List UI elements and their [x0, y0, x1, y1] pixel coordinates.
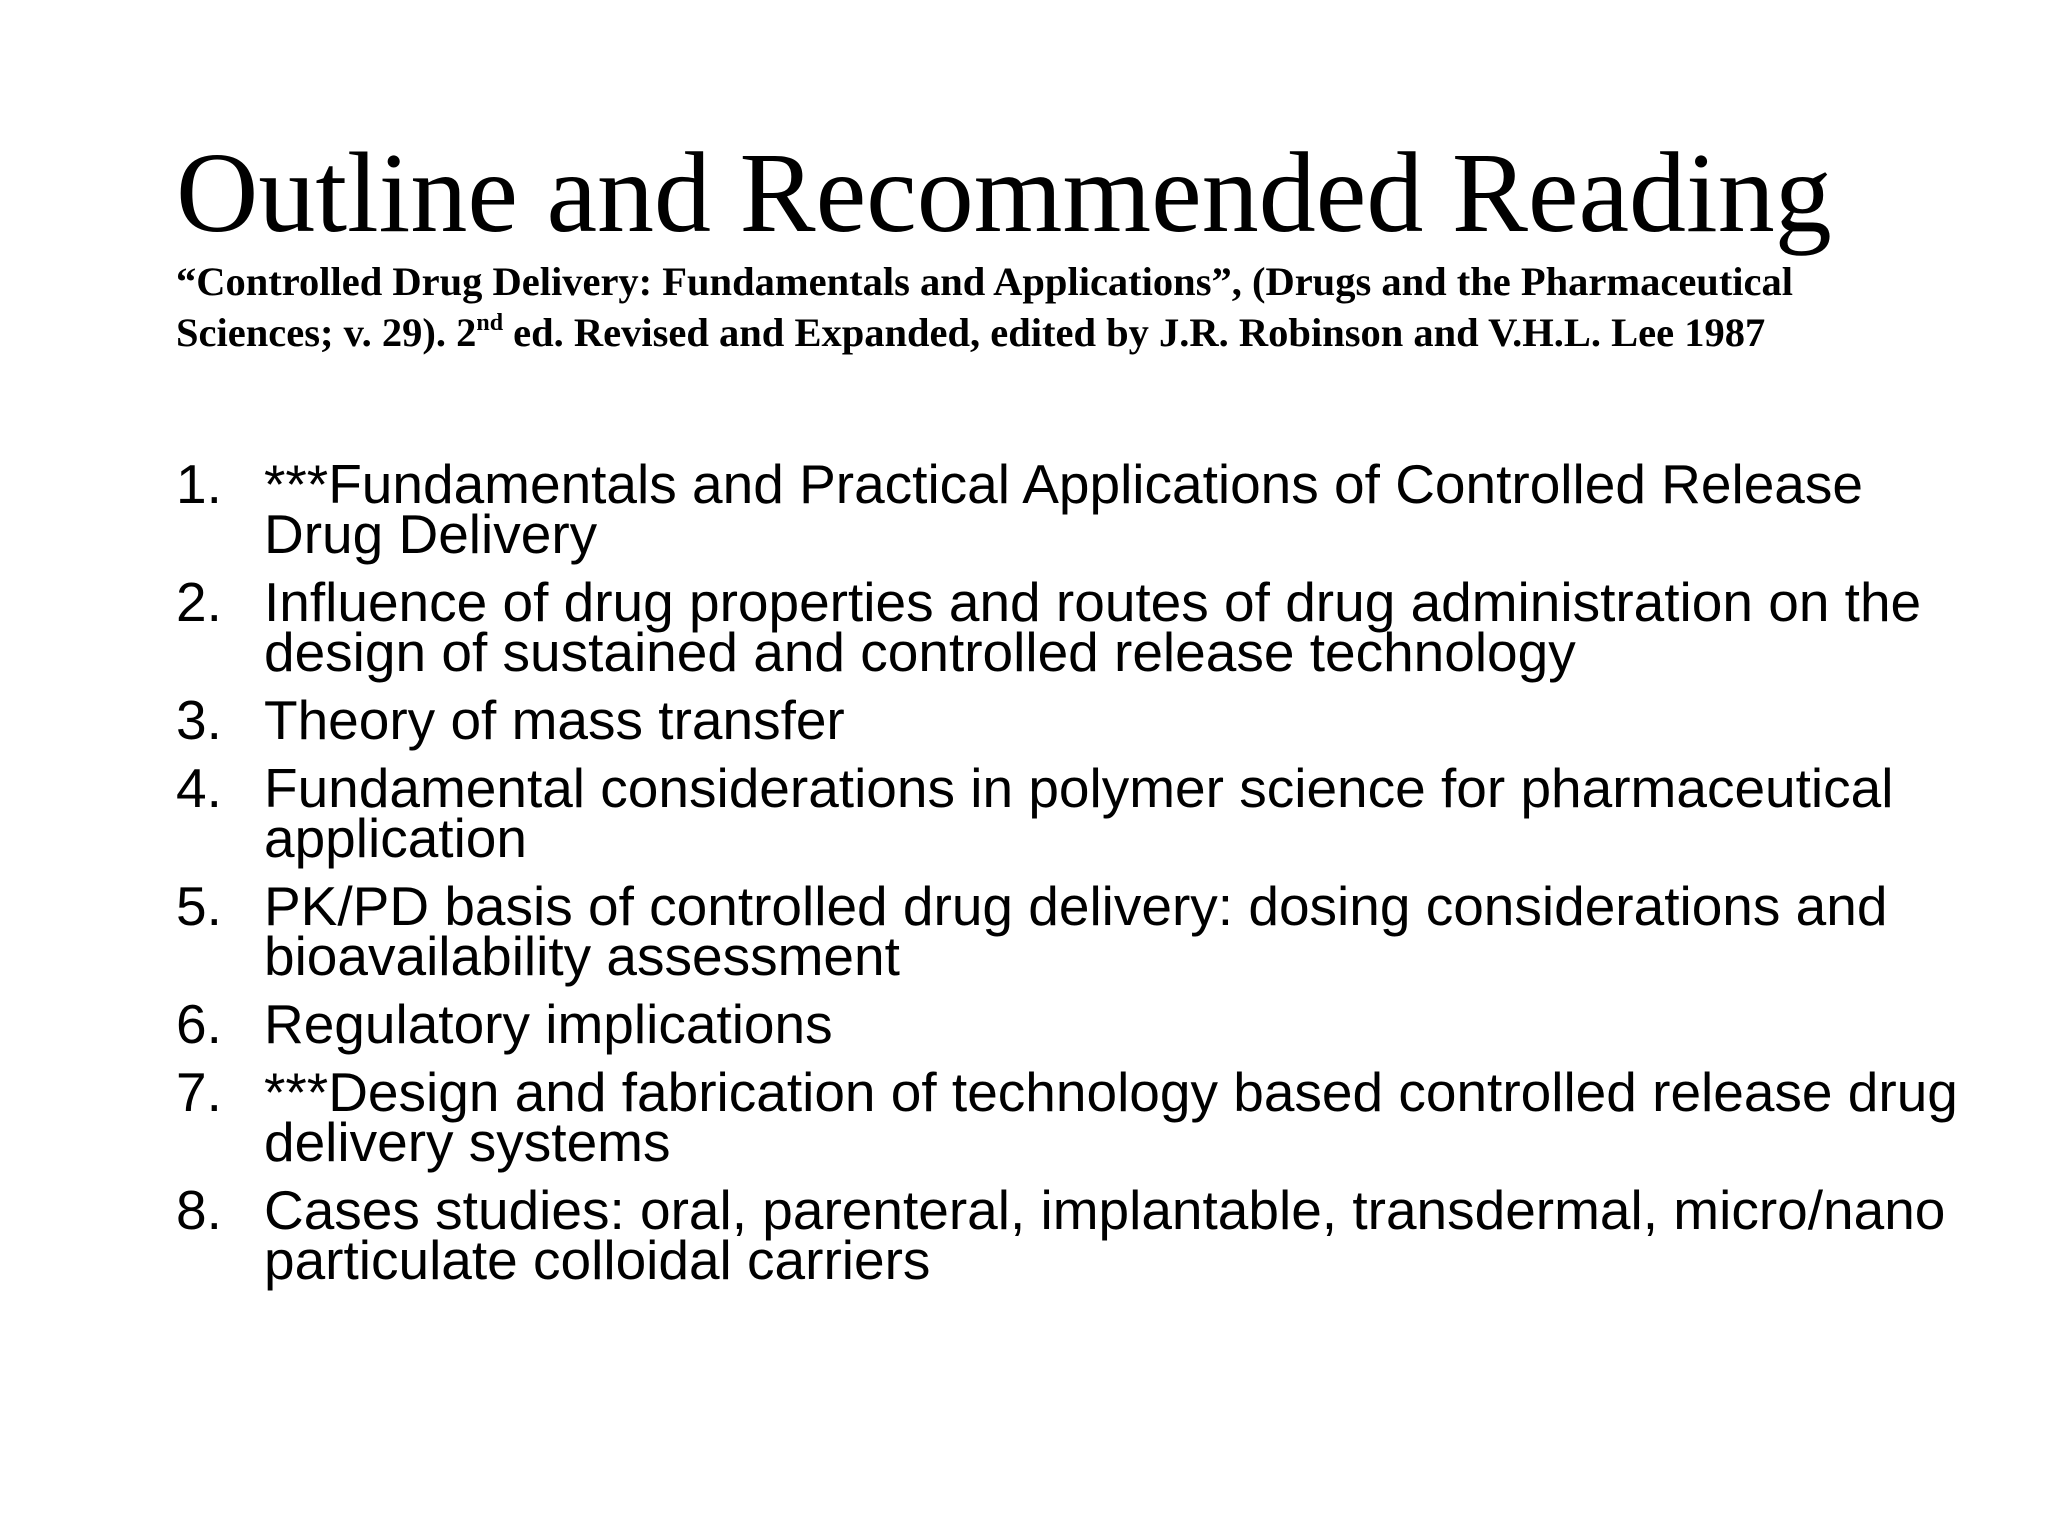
outline-item-text: Theory of mass transfer — [264, 689, 845, 751]
outline-list — [176, 453, 1976, 1303]
outline-item-text: Regulatory implications — [264, 993, 833, 1055]
reference-text-part-2: ed. Revised and Expanded, edited by J.R. Robinson and V.H.L. Lee 1987 — [503, 310, 1766, 355]
outline-item — [176, 689, 1976, 751]
recommended-reading-reference — [176, 256, 1936, 358]
outline-item — [176, 1179, 1976, 1291]
outline-item — [176, 875, 1976, 987]
outline-item-text: ***Fundamentals and Practical Applications of Controlled Release Drug Delivery — [264, 453, 1863, 565]
outline-item-text: ***Design and fabrication of technology based controlled release drug delivery systems — [264, 1061, 1958, 1173]
outline-item-number: 4. — [176, 757, 222, 819]
outline-item-number: 7. — [176, 1061, 222, 1123]
outline-item-text: PK/PD basis of controlled drug delivery: dosing considerations and bioavailability assessment — [264, 875, 1888, 987]
outline-item — [176, 757, 1976, 869]
outline-item — [176, 1061, 1976, 1173]
outline-item-number: 6. — [176, 993, 222, 1055]
reference-edition-superscript: nd — [476, 310, 504, 336]
slide-title: Outline and Recommended Reading — [176, 129, 1832, 256]
outline-item-number: 8. — [176, 1179, 222, 1241]
outline-item-number: 3. — [176, 689, 222, 751]
outline-item-text: Influence of drug properties and routes of drug administration on the design of sustained and controlled release technology — [264, 571, 1922, 683]
outline-item-text: Cases studies: oral, parenteral, implantable, transdermal, micro/nano particulate colloidal carriers — [264, 1179, 1946, 1291]
reference-text-part-1: “Controlled Drug Delivery: Fundamentals and Applications”, (Drugs and the Pharmaceutical Sciences; v. 29). 2 — [176, 259, 1794, 355]
outline-item — [176, 993, 1976, 1055]
outline-item-number: 2. — [176, 571, 222, 633]
outline-item — [176, 571, 1976, 683]
outline-item-number: 1. — [176, 453, 222, 515]
outline-item — [176, 453, 1976, 565]
outline-item-number: 5. — [176, 875, 222, 937]
outline-item-text: Fundamental considerations in polymer science for pharmaceutical application — [264, 757, 1894, 869]
